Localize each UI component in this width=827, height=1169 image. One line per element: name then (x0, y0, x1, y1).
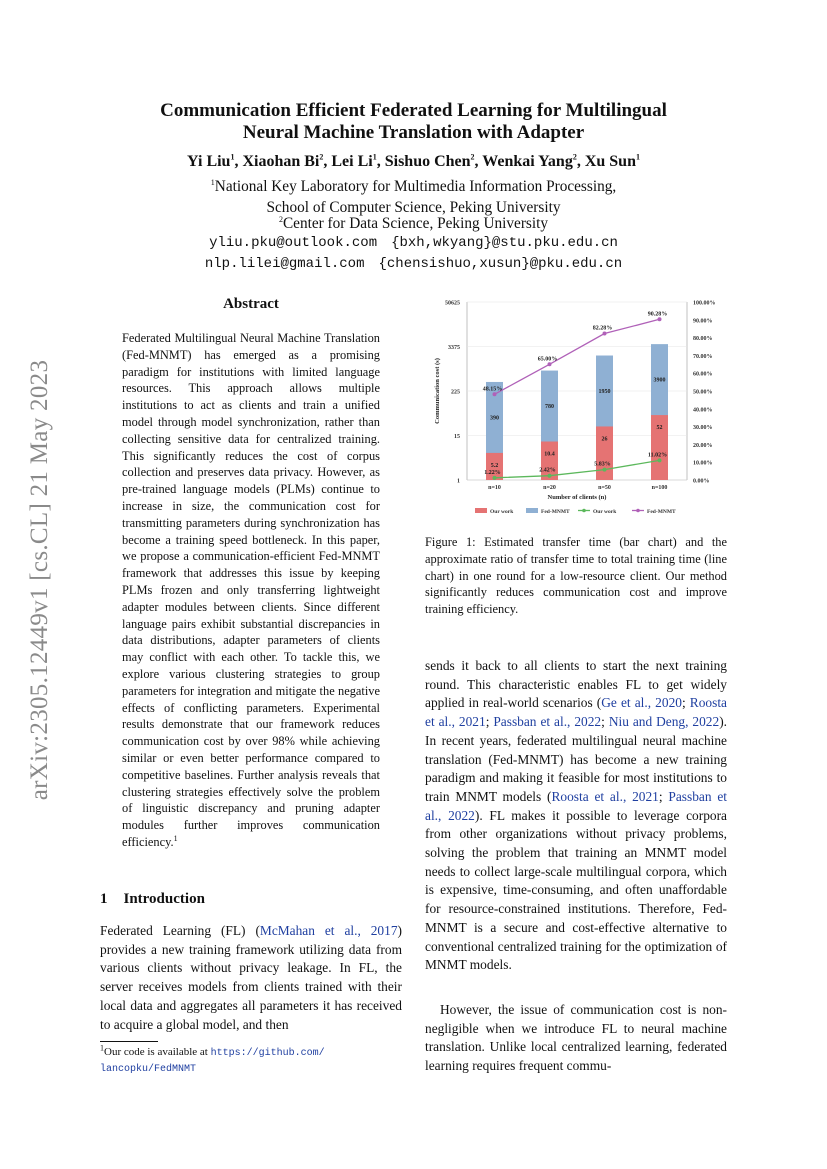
bar-label-fed-mnmt: 390 (490, 415, 499, 422)
author-list: Yi Liu$^1$, Xiaohan Bi$^2$, Lei Li$^1$, Sishuo Chen$^2$, Wenkai Yang$^2$, Xu Sun$^1$ (187, 152, 640, 170)
code-url-link[interactable]: lancopku/FedMNMT (100, 1064, 197, 1075)
legend-label: Our work (490, 509, 514, 515)
legend-label: Our work (593, 509, 617, 515)
abstract-heading: Abstract (223, 296, 279, 312)
line-fed-mnmt-point (548, 362, 552, 366)
line-fed-mnmt-point-label: 90.28% (647, 311, 668, 318)
figure-1-chart (425, 292, 727, 522)
y-left-tick-label: 225 (451, 389, 460, 396)
author: Yi Liu$^1$ (187, 152, 235, 170)
citation-link[interactable]: Passban et al., 2022 (493, 714, 602, 730)
y-axis-title: Communication cost (s) (434, 358, 441, 424)
y-right-tick-label: 0.00% (693, 478, 710, 485)
code-url-link[interactable]: https://github.com/ (210, 1048, 325, 1059)
line-fed-mnmt-point-label: 82.28% (592, 325, 613, 332)
email-row-1 (100, 232, 727, 254)
author: Xu Sun$^1$ (584, 152, 640, 170)
author: Sishuo Chen$^2$ (384, 152, 475, 170)
line-fed-mnmt-line (495, 319, 660, 394)
legend-marker (582, 509, 586, 513)
y-right-tick-label: 100.00% (693, 300, 716, 307)
x-tick-label: n=20 (543, 485, 556, 491)
arxiv-id: arXiv:2305.12449v1 [cs.CL] 21 May 2023 (26, 359, 53, 801)
y-left-tick-label: 50625 (445, 300, 460, 307)
legend-label: Fed-MNMT (541, 509, 570, 515)
footnote-rule (100, 1041, 158, 1042)
footnote: $^1$Our code is available at https://github.com/ lancopku/FedMNMT (100, 1043, 325, 1075)
bar-label-fed-mnmt: 1950 (598, 388, 611, 395)
y-right-tick-label: 50.00% (693, 389, 713, 396)
bar-label-our-work: 10.4 (544, 451, 555, 458)
line-fed-mnmt-point (603, 332, 607, 336)
x-tick-label: n=50 (598, 485, 611, 491)
citation-link[interactable]: Passban et al., 2022 (425, 788, 727, 823)
arxiv-stamp (15, 300, 65, 860)
line-our-work-point (493, 476, 497, 480)
section-heading-introduction: 1 Introduction (100, 891, 205, 907)
line-our-work-point-label: 1.22% (484, 469, 501, 476)
bar-label-fed-mnmt: 3900 (653, 377, 666, 384)
citation-link[interactable]: Ge et al., 2020 (601, 695, 682, 711)
intro-paragraph-3: However, the issue of communication cost is non-negligible when we introduce FL to neural machine translation. Unlike local centralized learning, federated learning requires frequent commu- (425, 1002, 727, 1074)
bar-label-our-work: 5.2 (490, 462, 499, 469)
email-row-2 (100, 253, 727, 275)
citation-link[interactable]: McMahan et al., 2017 (259, 923, 398, 938)
legend-marker (636, 509, 640, 513)
email: nlp.lilei@gmail.com (204, 256, 365, 272)
x-tick-label: n=100 (651, 485, 668, 491)
y-right-tick-label: 10.00% (693, 460, 713, 467)
bar-label-our-work: 52 (656, 425, 663, 432)
email: {chensishuo,xusun}@pku.edu.cn (378, 256, 623, 272)
y-right-tick-label: 30.00% (693, 425, 713, 432)
line-fed-mnmt-point (493, 392, 497, 396)
bar-our-work (596, 426, 613, 480)
title-line-2: Neural Machine Translation with Adapter (242, 122, 585, 143)
author: Lei Li$^1$ (331, 152, 377, 170)
author: Wenkai Yang$^2$ (482, 152, 577, 170)
y-right-tick-label: 40.00% (693, 407, 713, 414)
intro-paragraph-2: sends it back to all clients to start the next training round. This characteristic enables FL to get widely applied in real-world scenarios (Ge et al., 2020; Roosta et al., 2021; Passban et al., 2022; Niu and Deng, 2022). In recent years, federated multilingual neural machine translation (Fed-MNMT) has become a new training paradigm and making it feasible for most institutions to train MNMT models (Roosta et al., 2021; Passban et al., 2022). FL makes it possible to leverage corpora from other organizations without privacy problems, solving the problem that training an MNMT model needs to collect large-scale multilingual corpora, which is expensive, time-consuming, and often unaffordable for resource-constrained institutions. Therefore, Fed-MNMT is a secure and cost-effective alternative to conventional centralized training for the optimization of MNMT models. (425, 658, 727, 973)
intro-paragraph-1: Federated Learning (FL) (McMahan et al., 2017) provides a new training framework utilizing data from various clients without privacy leakage. In FL, the server receives models from clients trained with their local data and aggregates all parameters it has received to acquire a global model, and then (100, 923, 402, 1032)
y-right-tick-label: 20.00% (693, 442, 713, 449)
citation-link[interactable]: Niu and Deng, 2022 (608, 714, 720, 730)
email: yliu.pku@outlook.com (209, 235, 378, 251)
legend-swatch (475, 508, 487, 513)
figure-1 (425, 292, 727, 522)
email: {bxh,wkyang}@stu.pku.edu.cn (391, 235, 618, 251)
line-fed-mnmt-point (658, 317, 662, 321)
y-left-tick-label: 1 (457, 478, 460, 485)
y-right-tick-label: 90.00% (693, 318, 713, 325)
y-right-tick-label: 70.00% (693, 353, 713, 360)
affiliation-2: $^2$Center for Data Science, Peking University (278, 214, 549, 232)
legend-label: Fed-MNMT (647, 509, 676, 515)
author: Xiaohan Bi$^2$ (242, 152, 324, 170)
x-tick-label: n=10 (488, 485, 501, 491)
bar-label-fed-mnmt: 780 (545, 404, 554, 411)
y-right-tick-label: 60.00% (693, 371, 713, 378)
abstract-body: Federated Multilingual Neural Machine Translation (Fed-MNMT) has emerged as a promising paradigm for institutions with limited language resources. This approach allows multiple institutions to act as clients and train a unified model through model synchronization, rather than collecting sensitive data for centralized training. This significantly reduces the cost of corpus collection and preserves data privacy. However, as pre-trained language models (PLMs) continue to increase in size, the communication cost for transmitting parameters during synchronization has become a training speed bottleneck. In this paper, we propose a communication-efficient Fed-MNMT framework that addresses this issue by keeping PLMs frozen and only transferring lightweight adapter modules between clients. Since different language pairs exhibit substantial discrepancies in data distributions, adapter parameters of clients may conflict with each other. To tackle this, we explore various clustering strategies to group parameters for integration and mitigate the negative effects of conflicting parameters. Experimental results demonstrate that our framework reduces communication cost by over 98% while achieving similar or even better performance compared to competitive baselines. Further analysis reveals that clustering strategies effectively solve the problem of linguistic discrepancy and pruning adapter modules further improves communication efficiency.$^1$ (122, 331, 380, 849)
figure-caption: Figure 1: Estimated transfer time (bar chart) and the approximate ratio of transfer time to total training time (line chart) in one round for a low-resource client. Our method significantly reduces communication cost and improve training efficiency. (425, 535, 727, 617)
footnote-marker[interactable]: 1 (173, 833, 178, 843)
line-fed-mnmt-point-label: 65.00% (537, 356, 558, 363)
y-left-tick-label: 15 (454, 434, 460, 440)
line-our-work-point (603, 468, 607, 472)
y-left-tick-label: 3375 (448, 345, 460, 351)
line-our-work-point-label: 2.42% (539, 467, 556, 474)
line-our-work-point (658, 458, 662, 462)
y-right-tick-label: 80.00% (693, 336, 713, 343)
line-our-work-line (495, 460, 660, 477)
bar-label-our-work: 26 (601, 436, 608, 443)
paper-title (100, 100, 727, 144)
line-our-work-point-label: 11.02% (647, 452, 668, 459)
citation-link[interactable]: Roosta et al., 2021 (551, 788, 659, 804)
affiliation-1: $^1$National Key Laboratory for Multimedia Information Processing, School of Computer Science, Peking University (210, 177, 617, 216)
title-line-1: Communication Efficient Federated Learning for Multilingual (160, 100, 667, 121)
line-fed-mnmt-point-label: 48.15% (482, 386, 503, 393)
line-our-work-point-label: 5.83% (594, 461, 611, 468)
x-axis-title: Number of clients (n) (547, 494, 607, 501)
line-our-work-point (548, 474, 552, 478)
citation-link[interactable]: Roosta et al., 2021 (425, 695, 727, 730)
legend-swatch (526, 508, 538, 513)
